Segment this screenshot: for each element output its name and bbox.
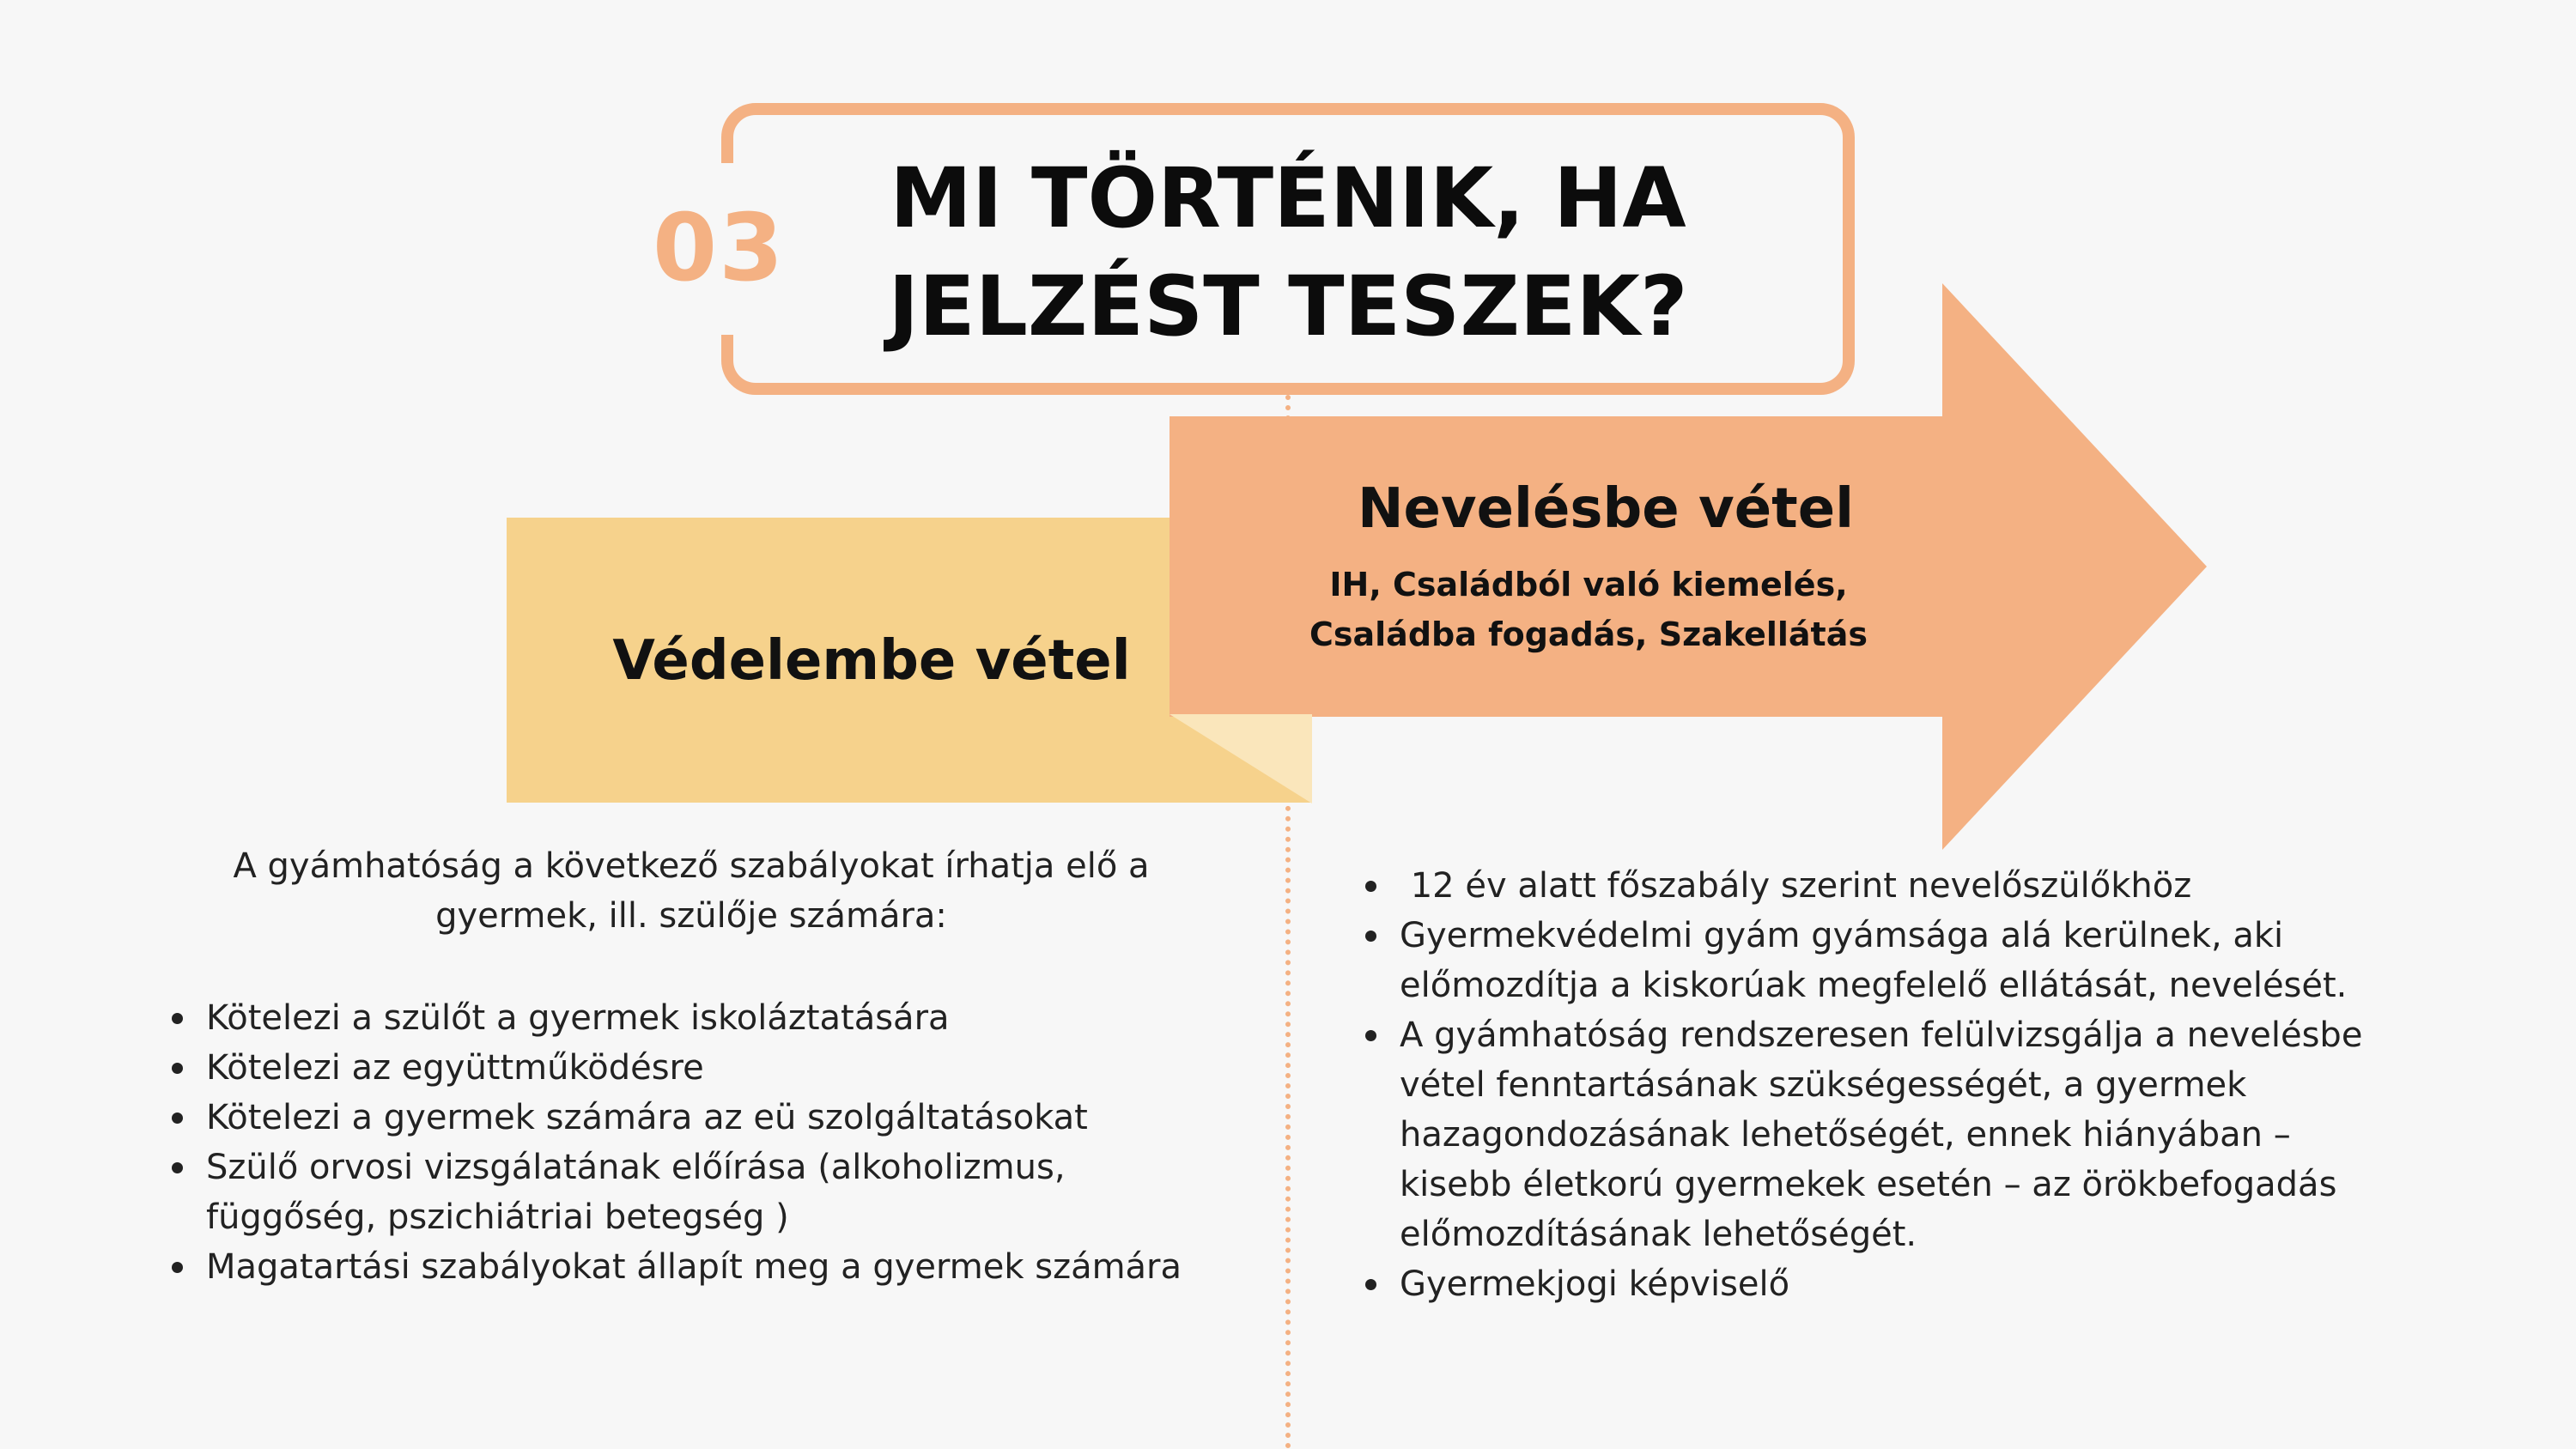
list-item-text: Kötelezi a gyermek számára az eü szolgáltatásokat	[206, 1098, 1088, 1137]
bullet-icon	[1365, 1030, 1376, 1041]
bullet-icon	[172, 1162, 183, 1173]
box-fold-corner	[1170, 714, 1312, 803]
list-item	[1365, 1259, 2447, 1309]
custody-subtitle-line-2: Családba fogadás, Szakellátás	[1309, 615, 1868, 653]
bullet-icon	[172, 1063, 183, 1074]
protection-label: Védelembe vétel	[612, 629, 1131, 693]
protection-rules-list	[172, 993, 1279, 1292]
list-item	[172, 1242, 1279, 1292]
list-item-text: Gyermekvédelmi gyám gyámsága alá kerülnek, aki	[1400, 916, 2284, 955]
protection-intro-line-2: gyermek, ill. szülője számára:	[435, 896, 947, 936]
custody-title: Nevelésbe vétel	[1357, 477, 1855, 541]
list-item-text: előmozdítja a kiskorúak megfelelő ellátását, nevelését.	[1400, 966, 2348, 1005]
list-item	[1365, 861, 2447, 911]
list-item	[172, 1043, 1279, 1093]
list-item-text: előmozdításának lehetőségét.	[1400, 1215, 1917, 1254]
fold-triangle	[1170, 714, 1312, 803]
bullet-icon	[172, 1113, 183, 1124]
list-item-text: A gyámhatóság rendszeresen felülvizsgálja a nevelésbe	[1400, 1016, 2363, 1055]
bullet-icon	[172, 1013, 183, 1024]
list-item	[172, 993, 1279, 1043]
list-item-text: Magatartási szabályokat állapít meg a gyermek számára	[206, 1247, 1182, 1287]
custody-subtitle-line-1: IH, Családból való kiemelés,	[1329, 566, 1848, 603]
list-item-text: vétel fenntartásának szükségességét, a gyermek	[1400, 1065, 2247, 1105]
bullet-icon	[1365, 931, 1376, 942]
list-item	[172, 1093, 1279, 1143]
list-item-text: 12 év alatt főszabály szerint nevelőszülőkhöz	[1400, 866, 2192, 906]
custody-subtitle	[1254, 560, 1923, 663]
list-item-text: függőség, pszichiátriai betegség )	[206, 1197, 789, 1237]
protection-intro	[189, 841, 1194, 944]
protection-intro-line-1: A gyámhatóság a következő szabályokat írhatja elő a	[233, 846, 1150, 886]
section-number: 03	[653, 195, 786, 302]
list-item-text: Gyermekjogi képviselő	[1400, 1264, 1790, 1304]
list-item-text: hazagondozásának lehetőségét, ennek hiányában –	[1400, 1115, 2291, 1155]
list-item-text: Kötelezi a szülőt a gyermek iskoláztatására	[206, 998, 950, 1038]
list-item-text: kisebb életkorú gyermekek esetén – az örökbefogadás	[1400, 1165, 2337, 1204]
bullet-icon	[172, 1262, 183, 1273]
page-title-line-1: MI TÖRTÉNIK, HA	[890, 150, 1686, 246]
list-item-text: Szülő orvosi vizsgálatának előírása (alkoholizmus,	[206, 1148, 1066, 1187]
bullet-icon	[1365, 881, 1376, 892]
page-title-line-2: JELZÉST TESZEK?	[888, 258, 1688, 355]
list-item	[1365, 911, 2447, 1010]
bullet-icon	[1365, 1279, 1376, 1290]
custody-facts-list	[1365, 861, 2447, 1309]
list-item	[1365, 1010, 2447, 1259]
list-item	[172, 1143, 1279, 1242]
list-item-text: Kötelezi az együttműködésre	[206, 1048, 704, 1088]
